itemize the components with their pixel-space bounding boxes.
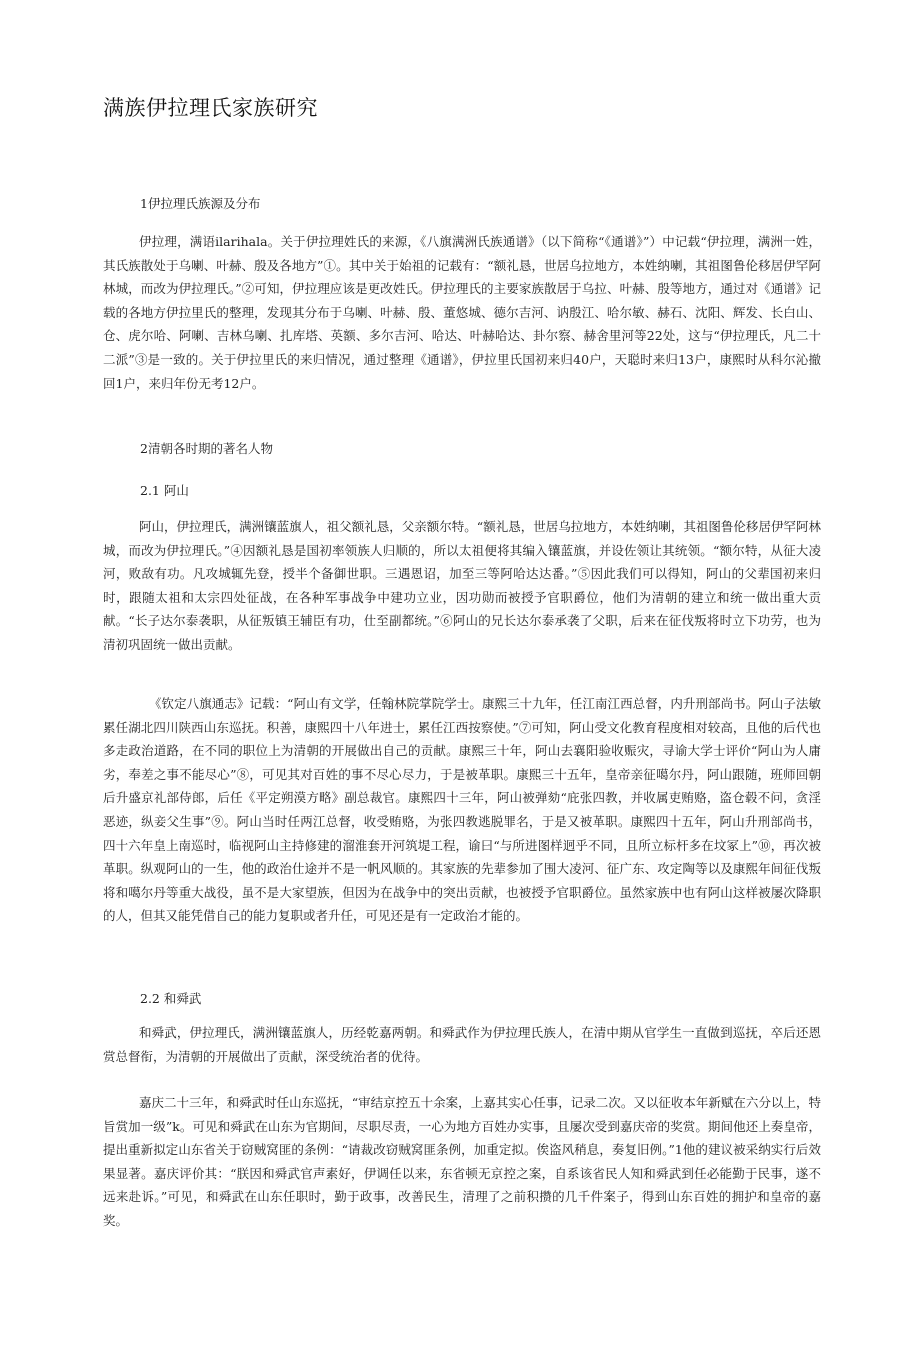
subsection-heading-heshunwu: 2.2 和舜武 [140,991,202,1006]
paragraph-ashan-career: 《钦定八旗通志》记载：“阿山有文学，任翰林院掌院学士。康熙三十九年，任江南江西总督，内升刑部尚书。阿山子法敏累任湖北四川陕西山东巡抚。积善，康熙四十八年进士，累任江西按察使。”⑦可知，阿山受文化教育程度相对较高，且他的后代也多走政治道路，在不同的职位上为清朝的开展做出自己的贡献。康熙三十年，阿山去襄阳验收赈灾，寻谕大学士评价“阿山为人庸劣，奉差之事不能尽心”⑧，可见其对百姓的事不尽心尽力，于是被革职。康熙三十五年，皇帝亲征噶尔丹，阿山跟随，班师回朝后升盛京礼部侍郎，后任《平定朔漠方略》副总裁官。康熙四十三年，阿山被弹劾“庇张四教，并收属吏贿赂，盗仓毂不问，贪淫恶迹，纵妾父生事”⑨。阿山当时任两江总督，收受贿赂，为张四教逃脱罪名，于是又被革职。康熙四十五年，阿山升刑部尚书，四十六年皇上南巡时，临视阿山主持修建的溜淮套开河筑堤工程，谕曰“与所进图样迥乎不同，且所立标杆多在坟冢上”⑩，再次被革职。纵观阿山的一生，他的政治仕途并不是一帆风顺的。其家族的先辈参加了围大凌河、征广东、攻定陶等以及康熙年间征伐叛将和噶尔丹等重大战役，虽不是大家望族，但因为在战争中的突出贡献，也被授予官职爵位。虽然家族中也有阿山这样被屡次降职的人，但其又能凭借自己的能力复职或者升任，可见还是有一定政治才能的。 [103,696,821,924]
paragraph-ashan-family: 阿山，伊拉理氏，满洲镶蓝旗人，祖父额礼恳，父亲额尔特。“额礼恳，世居乌拉地方，本姓纳喇，其祖图鲁伦移居伊罕阿林城，而改为伊拉理氏。”④因额礼恳是国初率领族人归顺的，所以太祖便将其编入镶蓝旗，并设佐领让其统领。“额尔特，从征大凌河，败敌有功。凡攻城辄先登，授半个备御世职。三遇恩诏，加至三等阿哈达达番。”⑤因此我们可以得知，阿山的父辈国初来归时，跟随太祖和太宗四处征战，在各种军事战争中建功立业，因功勋而被授予官职爵位，他们为清朝的建立和统一做出重大贡献。“长子达尔泰袭职，从征叛镇王辅臣有功，仕至副都统。”⑥阿山的兄长达尔泰承袭了父职，后来在征伐叛将时立下功劳，也为清初巩固统一做出贡献。 [103,519,821,652]
section-heading-2: 2清朝各时期的著名人物 [140,441,273,456]
paragraph-heshunwu-shandong: 嘉庆二十三年，和舜武时任山东巡抚，“审结京控五十余案，上嘉其实心任事，记录二次。又以征收本年新赋在六分以上，特旨赏加一级”k。可见和舜武在山东为官期间，尽职尽责，一心为地方百姓办实事，且屡次受到嘉庆帝的奖赏。期间他还上奏皇帝，提出重新拟定山东省关于窃贼窝匪的条例：“请裁改窃贼窝匪条例，加重定拟。俟盗风稍息，奏复旧例。”1他的建议被采纳实行后效果显著。嘉庆评价其：“朕因和舜武官声素好，伊调任以来，东省顿无京控之案，自系该省民人知和舜武到任必能勤于民事，遂不远来赴诉。”可见，和舜武在山东任职时，勤于政事，改善民生，清理了之前积攒的几千件案子，得到山东百姓的拥护和皇帝的嘉奖。 [103,1095,821,1228]
paragraph-origin-distribution: 伊拉理，满语ilarihala。关于伊拉理姓氏的来源，《八旗满洲氏族通谱》（以下简称“《通谱》”）中记载“伊拉理，满洲一姓，其氏族散处于乌喇、叶赫、殷及各地方”①。其中关于始祖的记载有：“额礼恳，世居乌拉地方，本姓纳喇，其祖图鲁伦移居伊罕阿林城，而改为伊拉理氏。”②可知，伊拉理应该是更改姓氏。伊拉理氏的主要家族散居于乌拉、叶赫、殷等地方，通过对《通谱》记载的各地方伊拉里氏的整理，发现其分布于乌喇、叶赫、殷、董悠城、德尔吉河、讷殷江、哈尔敏、赫石、沈阳、辉发、长白山、仓、虎尔哈、阿喇、吉林乌喇、扎库塔、英额、多尔吉河、哈达、叶赫哈达、卦尔察、赫舍里河等22处，这与“伊拉理氏，凡二十二派”③是一致的。关于伊拉里氏的来归情况，通过整理《通谱》，伊拉里氏国初来归40户，天聪时来归13户，康熙时从科尔沁撤回1户，来归年份无考12户。 [103,234,821,391]
document-title: 满族伊拉理氏家族研究 [103,96,318,120]
paragraph-heshunwu-intro: 和舜武，伊拉理氏，满洲镶蓝旗人，历经乾嘉两朝。和舜武作为伊拉理氏族人，在清中期从官学生一直做到巡抚，卒后还恩赏总督衔，为清朝的开展做出了贡献，深受统治者的优待。 [103,1025,821,1064]
section-heading-1: 1伊拉理氏族源及分布 [140,196,261,211]
subsection-heading-ashan: 2.1 阿山 [140,483,189,498]
